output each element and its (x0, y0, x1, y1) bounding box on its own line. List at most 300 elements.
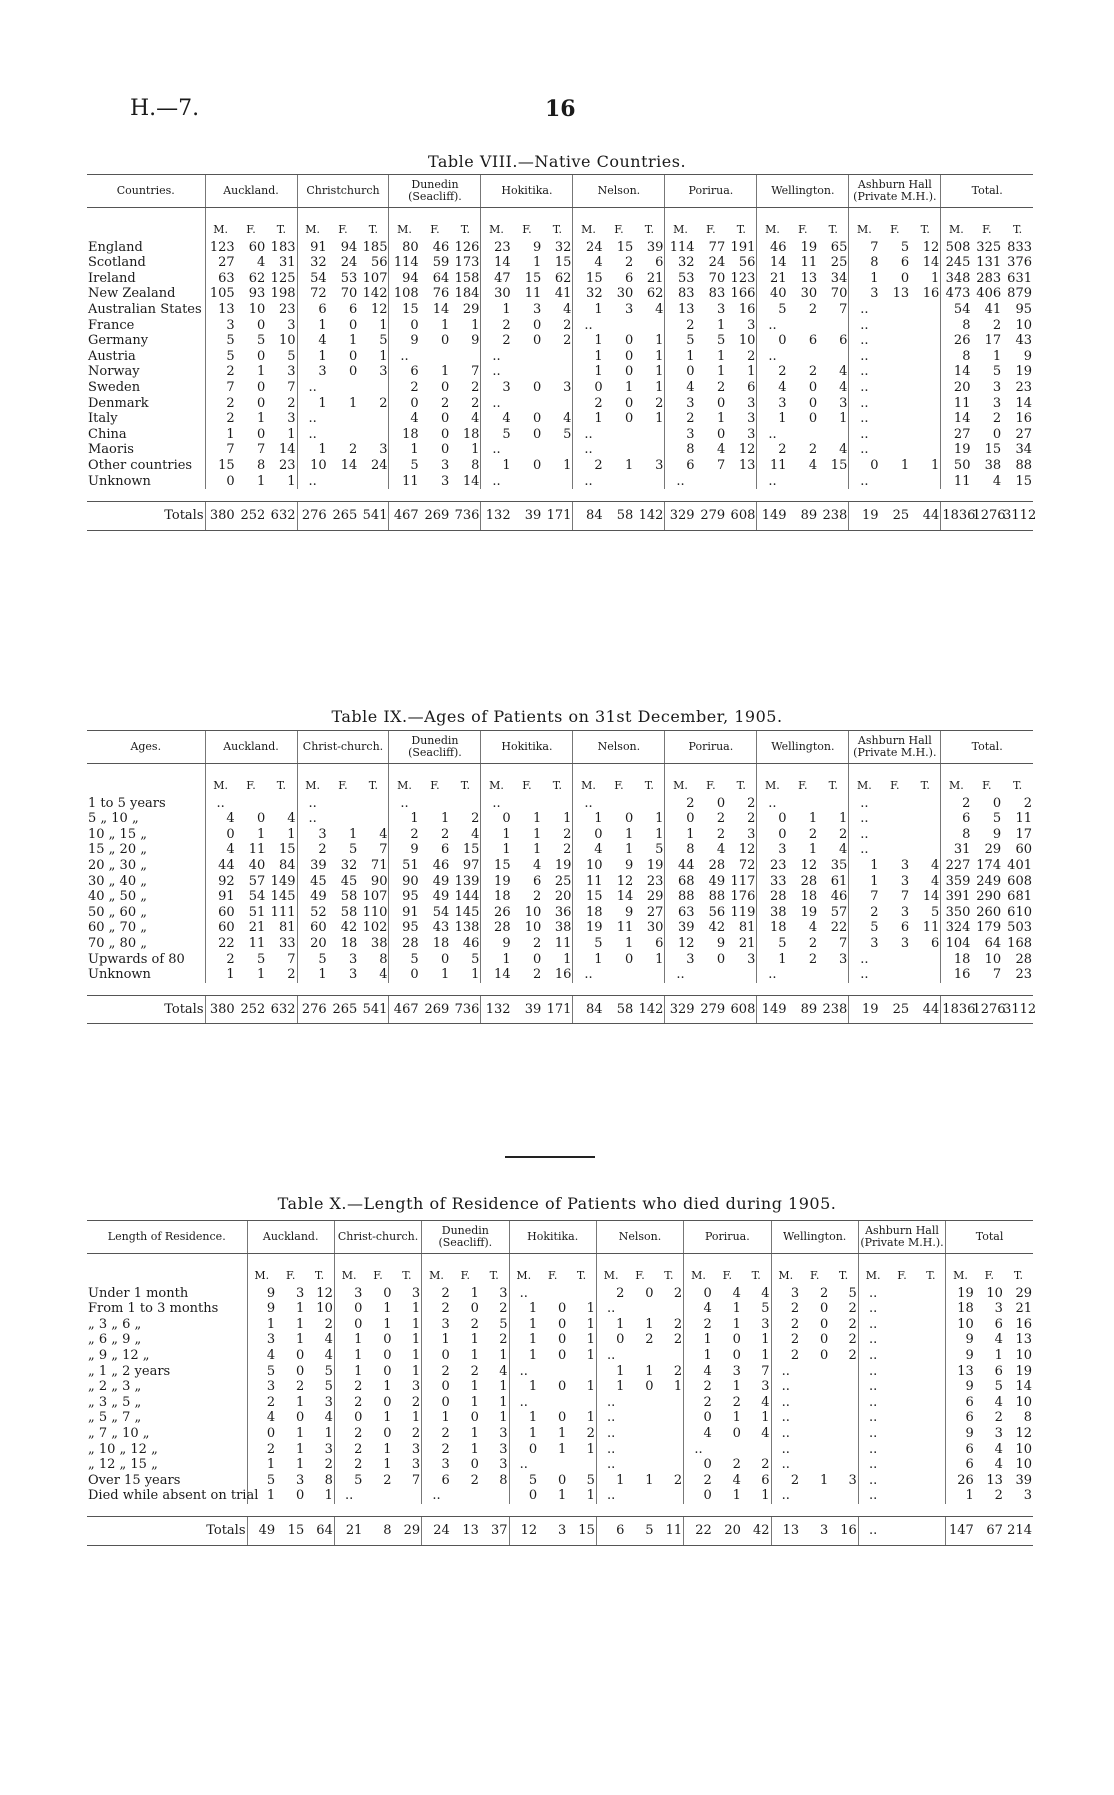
cell-value: 3 (900, 904, 910, 920)
cell-value (567, 1286, 596, 1302)
cell-value (655, 1301, 684, 1317)
cell-value (880, 333, 911, 349)
cell-value: 0 (349, 317, 358, 333)
cell-value: 38 (554, 920, 572, 936)
cell-value: 2 (532, 935, 542, 951)
row-label: 70 „ 80 „ (88, 935, 147, 951)
cell-value: 2 (499, 1332, 508, 1348)
cell-value: 38 (370, 935, 388, 951)
cell-value: 2 (684, 1379, 713, 1395)
cell-value: 28 (389, 936, 420, 952)
cell-value: 1 (931, 270, 940, 286)
cell-value: 608 (726, 995, 757, 1024)
cell-value: 0 (441, 333, 450, 349)
table-row (87, 1379, 1033, 1395)
cell-value: 12 (316, 1285, 333, 1301)
cell-value: 4 (931, 873, 940, 889)
cell-value: 265 (328, 995, 359, 1024)
cell-value: 2 (848, 1347, 857, 1363)
cell-value: 4 (732, 1285, 741, 1301)
cell-value: 10 (524, 920, 542, 936)
cell-value: 4 (563, 411, 572, 427)
cell-value: 4 (324, 1410, 333, 1426)
cell-value: 91 (205, 889, 236, 905)
cell-value: 7 (379, 842, 388, 858)
cell-value: .. (849, 811, 880, 827)
cell-value: 2 (470, 1316, 479, 1332)
cell-value: 5 (389, 952, 420, 968)
cell-value: 1 (761, 1410, 770, 1426)
cell-value (634, 474, 665, 490)
cell-value: 2 (808, 951, 818, 967)
cell-value: 3 (481, 380, 512, 396)
cell-value: 54 (941, 302, 972, 318)
cell-value: 1 (471, 442, 480, 458)
cell-value (625, 1395, 654, 1411)
cell-value (655, 1395, 684, 1411)
subheader-total: T. (552, 223, 562, 236)
cell-value: 3 (655, 457, 664, 473)
cell-value: 27 (1015, 426, 1032, 442)
cell-value: 0 (819, 1301, 829, 1317)
cell-value: 0 (257, 811, 266, 827)
cell-value: 2 (247, 1442, 276, 1458)
cell-value: 12 (738, 842, 756, 858)
cell-value: 72 (738, 857, 756, 873)
subheader-female: F. (798, 779, 808, 792)
cell-value: 5 (761, 1301, 770, 1317)
cell-value: 0 (757, 811, 788, 827)
cell-value: 9 (471, 333, 480, 349)
cell-value: 238 (818, 502, 849, 531)
cell-value: 0 (992, 426, 1002, 442)
cell-value: 1 (334, 1364, 363, 1380)
cell-value: 3 (994, 1301, 1003, 1317)
cell-value (917, 1364, 946, 1380)
cell-value (887, 1364, 916, 1380)
cell-value: 3 (900, 873, 910, 889)
row-label: „ 3 „ 6 „ (88, 1316, 142, 1332)
cell-value: 0 (716, 395, 726, 411)
cell-value: 401 (1007, 857, 1032, 873)
cell-value: 107 (362, 889, 388, 905)
cell-value: 0 (383, 1425, 392, 1441)
cell-value: 2 (716, 826, 726, 842)
cell-value: 2 (732, 1457, 741, 1473)
cell-value: 380 (205, 995, 236, 1024)
cell-value (800, 1395, 829, 1411)
cell-value (910, 967, 941, 983)
totals-row (87, 502, 1033, 531)
cell-value: 2 (665, 411, 696, 427)
cell-value: 3 (287, 317, 296, 333)
cell-value: 3 (747, 395, 756, 411)
cell-value: 6 (297, 302, 328, 318)
cell-value: 2 (411, 1394, 421, 1410)
cell-value: 736 (450, 995, 481, 1024)
cell-value: 56 (370, 255, 388, 271)
cell-value: 0 (819, 1332, 829, 1348)
cell-value: 610 (1007, 904, 1032, 920)
cell-value: 2 (771, 1473, 800, 1489)
cell-value: 1 (573, 811, 604, 827)
cell-value: .. (481, 364, 512, 380)
cell-value: 1 (819, 1472, 829, 1488)
cell-value: 6 (900, 255, 910, 271)
cell-value: .. (573, 474, 604, 490)
cell-value: 6 (808, 333, 818, 349)
cell-value (910, 427, 941, 443)
cell-value: 1 (655, 951, 664, 967)
cell-value: 2 (665, 796, 696, 812)
cell-value: 1 (297, 396, 328, 412)
cell-value: 0 (624, 348, 634, 364)
cell-value: 3112 (1002, 995, 1033, 1024)
subheader-male: M. (757, 764, 788, 796)
cell-value: 2 (771, 1301, 800, 1317)
cell-value: 1 (684, 1332, 713, 1348)
cell-value: 83 (665, 286, 696, 302)
cell-value (917, 1426, 946, 1442)
cell-value: 47 (481, 271, 512, 287)
cell-value: 108 (389, 286, 420, 302)
cell-value: 2 (761, 1457, 770, 1473)
cell-value: 4 (205, 811, 236, 827)
cell-value: 1 (383, 1441, 392, 1457)
cell-value: 2 (808, 442, 818, 458)
cell-value (634, 318, 665, 334)
cell-value: 1 (509, 1410, 538, 1426)
cell-value: 18 (757, 920, 788, 936)
cell-value (887, 1395, 916, 1411)
cell-value: 276 (297, 502, 328, 531)
cell-value: 149 (757, 502, 788, 531)
cell-value: 54 (432, 904, 450, 920)
cell-value: 1 (716, 364, 726, 380)
cell-value (917, 1317, 946, 1333)
cell-value: 14 (340, 457, 358, 473)
cell-value: 1 (563, 951, 572, 967)
cell-value: 114 (389, 255, 420, 271)
cell-value: 1 (441, 967, 450, 983)
cell-value: .. (297, 796, 328, 812)
cell-value: 1276 (971, 995, 1002, 1024)
cell-value: .. (757, 318, 788, 334)
cell-value (358, 380, 389, 396)
cell-value: 1 (379, 317, 388, 333)
cell-value (538, 1457, 567, 1473)
cell-value: 33 (757, 874, 788, 890)
cell-value: 0 (665, 364, 696, 380)
cell-value: 1 (732, 1410, 741, 1426)
cell-value (726, 967, 757, 983)
cell-value (880, 427, 911, 443)
cell-value (880, 396, 911, 412)
cell-value: 142 (634, 502, 665, 531)
column-header: Christ-church. (334, 1221, 421, 1254)
cell-value: 2 (334, 1457, 363, 1473)
cell-value: 3 (379, 364, 388, 380)
cell-value: 9 (946, 1348, 975, 1364)
cell-value: 2 (471, 811, 480, 827)
cell-value: 9 (247, 1286, 276, 1302)
cell-value (917, 1379, 946, 1395)
cell-value: .. (573, 427, 604, 443)
cell-value: 0 (205, 827, 236, 843)
row-label: „ 12 „ 15 „ (88, 1457, 158, 1473)
cell-value: 7 (257, 442, 266, 458)
cell-value: 4 (297, 333, 328, 349)
column-header: Nelson. (596, 1221, 683, 1254)
cell-value: 8 (499, 1472, 508, 1488)
cell-value: .. (596, 1301, 625, 1317)
subheader-male: M. (684, 1254, 713, 1286)
cell-value: 27 (205, 255, 236, 271)
cell-value: 2 (849, 905, 880, 921)
cell-value: 3 (247, 1379, 276, 1395)
cell-value: 1 (499, 1410, 508, 1426)
cell-value: 6 (532, 873, 542, 889)
cell-value: 5 (563, 426, 572, 442)
cell-value: 6 (596, 1516, 625, 1545)
cell-value: .. (481, 349, 512, 365)
cell-value: 4 (994, 1457, 1003, 1473)
cell-value: 0 (624, 951, 634, 967)
cell-value: 46 (462, 935, 480, 951)
cell-value: 13 (986, 1472, 1003, 1488)
cell-value: 4 (684, 1426, 713, 1442)
cell-value: 7 (411, 1472, 421, 1488)
cell-value: 8 (324, 1472, 333, 1488)
cell-value (818, 967, 849, 983)
cell-value: 11 (248, 842, 266, 858)
table-row (87, 474, 1033, 490)
cell-value: 15 (1015, 473, 1032, 489)
cell-value: 3 (747, 826, 756, 842)
cell-value: 2 (757, 442, 788, 458)
cell-value: 329 (665, 995, 696, 1024)
cell-value: 8 (849, 255, 880, 271)
subheader-female: F. (373, 1269, 383, 1282)
cell-value: 632 (266, 502, 297, 531)
cell-value: 14 (481, 967, 512, 983)
cell-value: 1 (389, 442, 420, 458)
cell-value: 5 (625, 1516, 654, 1545)
cell-value: 1 (287, 426, 296, 442)
subheader-total: T. (276, 779, 287, 792)
cell-value: 63 (205, 271, 236, 287)
cell-value: 3 (732, 1363, 741, 1379)
cell-value: .. (771, 1442, 800, 1458)
cell-value: 3 (665, 396, 696, 412)
table-row (87, 1410, 1033, 1426)
cell-value: 60 (1015, 842, 1032, 858)
cell-value: .. (297, 474, 328, 490)
cell-value: 1 (257, 411, 266, 427)
cell-value: 40 (757, 286, 788, 302)
cell-value: 1 (557, 1425, 567, 1441)
row-label: Sweden (88, 379, 141, 395)
row-label: 10 „ 15 „ (88, 826, 147, 842)
cell-value: 7 (900, 889, 910, 905)
cell-value: 9 (481, 936, 512, 952)
cell-value: 1 (761, 1347, 770, 1363)
spacer-row (87, 983, 1033, 996)
subheader-spacer (87, 208, 205, 240)
cell-value: 1 (624, 935, 634, 951)
cell-value: 2 (771, 1348, 800, 1364)
row-label: Germany (88, 333, 149, 349)
cell-value (542, 364, 573, 380)
cell-value: 2 (411, 1425, 421, 1441)
cell-value: 32 (297, 255, 328, 271)
cell-value (917, 1348, 946, 1364)
subheader-male: M. (596, 1254, 625, 1286)
cell-value: 1 (297, 349, 328, 365)
cell-value: 0 (684, 1410, 713, 1426)
cell-value: 3 (532, 301, 542, 317)
cell-value: 1 (470, 1285, 479, 1301)
cell-value (538, 1395, 567, 1411)
cell-value: 14 (1015, 395, 1032, 411)
cell-value: 21 (757, 271, 788, 287)
cell-value: 5 (257, 951, 266, 967)
subheader-male: M. (665, 764, 696, 796)
cell-value: 14 (462, 473, 480, 489)
cell-value: 6 (655, 935, 664, 951)
cell-value: 15 (567, 1516, 596, 1545)
cell-value: 1 (573, 302, 604, 318)
cell-value: 179 (976, 920, 1002, 936)
cell-value: 49 (432, 873, 450, 889)
cell-value: 5 (471, 951, 480, 967)
cell-value: 18 (481, 889, 512, 905)
cell-value: 23 (481, 240, 512, 256)
cell-value (800, 1457, 829, 1473)
cell-value: 1 (287, 473, 296, 489)
cell-value: 1 (471, 317, 480, 333)
cell-value (542, 349, 573, 365)
cell-value: 406 (976, 286, 1002, 302)
cell-value: 1 (422, 1332, 451, 1348)
cell-value: 290 (976, 889, 1002, 905)
cell-value (880, 364, 911, 380)
cell-value: 12 (509, 1516, 538, 1545)
cell-value: 3 (747, 426, 756, 442)
subheader-male: M. (481, 764, 512, 796)
cell-value: 9 (946, 1332, 975, 1348)
subheader-total: T. (751, 1269, 761, 1282)
cell-value: 1 (732, 1301, 741, 1317)
cell-value: 2 (471, 395, 480, 411)
cell-value: 4 (573, 842, 604, 858)
cell-value: 15 (830, 457, 848, 473)
cell-value: 325 (976, 239, 1002, 255)
table-row (87, 240, 1033, 256)
cell-value: .. (858, 1348, 887, 1364)
cell-value: 4 (808, 920, 818, 936)
cell-value: 3 (848, 1472, 857, 1488)
cell-value (917, 1473, 946, 1489)
page-number: 16 (545, 96, 576, 122)
cell-value: 1 (808, 811, 818, 827)
cell-value: .. (297, 411, 328, 427)
cell-value: 2 (205, 396, 236, 412)
cell-value: 176 (730, 889, 756, 905)
cell-value: 0 (295, 1488, 305, 1504)
cell-value: .. (849, 474, 880, 490)
cell-value (358, 411, 389, 427)
subheader-male: M. (297, 208, 328, 240)
cell-value (567, 1395, 596, 1411)
row-label: Over 15 years (88, 1472, 181, 1488)
cell-value: 58 (604, 502, 635, 531)
subheader-total: T. (736, 223, 746, 236)
subheader-female: F. (982, 779, 992, 792)
cell-value (358, 811, 389, 827)
cell-value: 70 (708, 270, 726, 286)
cell-value (879, 796, 910, 812)
cell-value: 31 (941, 842, 972, 858)
cell-value: 15 (554, 255, 572, 271)
cell-value (655, 1488, 684, 1504)
cell-value: 1836 (941, 995, 972, 1024)
cell-value: 9 (946, 1379, 975, 1395)
cell-value: 7 (992, 967, 1002, 983)
cell-value (604, 796, 635, 812)
cell-value: 39 (297, 858, 328, 874)
cell-value: 4 (563, 301, 572, 317)
cell-value: 1 (470, 1379, 479, 1395)
cell-value (266, 796, 297, 812)
cell-value: 84 (573, 502, 604, 531)
subheader-male: M. (297, 764, 328, 796)
cell-value: 2 (808, 826, 818, 842)
cell-value (655, 1410, 684, 1426)
cell-value: 4 (573, 255, 604, 271)
cell-value: 24 (708, 255, 726, 271)
cell-value: 5 (247, 1473, 276, 1489)
cell-value: 283 (976, 270, 1002, 286)
cell-value: 2 (839, 826, 848, 842)
cell-value: 6 (747, 379, 756, 395)
subheader-female: F. (984, 1269, 995, 1282)
cell-value (910, 842, 941, 858)
cell-value: 3 (747, 951, 756, 967)
cell-value: 39 (665, 920, 696, 936)
cell-value: 3 (747, 317, 756, 333)
cell-value: 0 (532, 457, 542, 473)
cell-value: 2 (389, 380, 420, 396)
cell-value: 2 (655, 395, 664, 411)
cell-value (887, 1516, 916, 1545)
cell-value: 91 (297, 240, 328, 256)
totals-row (87, 995, 1033, 1024)
cell-value: 18 (800, 889, 818, 905)
cell-value: .. (665, 474, 696, 490)
subheader-female: F. (522, 223, 532, 236)
cell-value: 0 (732, 1425, 741, 1441)
cell-value: 198 (270, 286, 296, 302)
cell-value: .. (858, 1488, 887, 1504)
cell-value: .. (849, 349, 880, 365)
cell-value: 0 (716, 795, 726, 811)
cell-value: 56 (738, 255, 756, 271)
row-label: 40 „ 50 „ (88, 889, 147, 905)
cell-value: 0 (573, 380, 604, 396)
cell-value: 1 (481, 827, 512, 843)
cell-value: 1 (257, 826, 266, 842)
